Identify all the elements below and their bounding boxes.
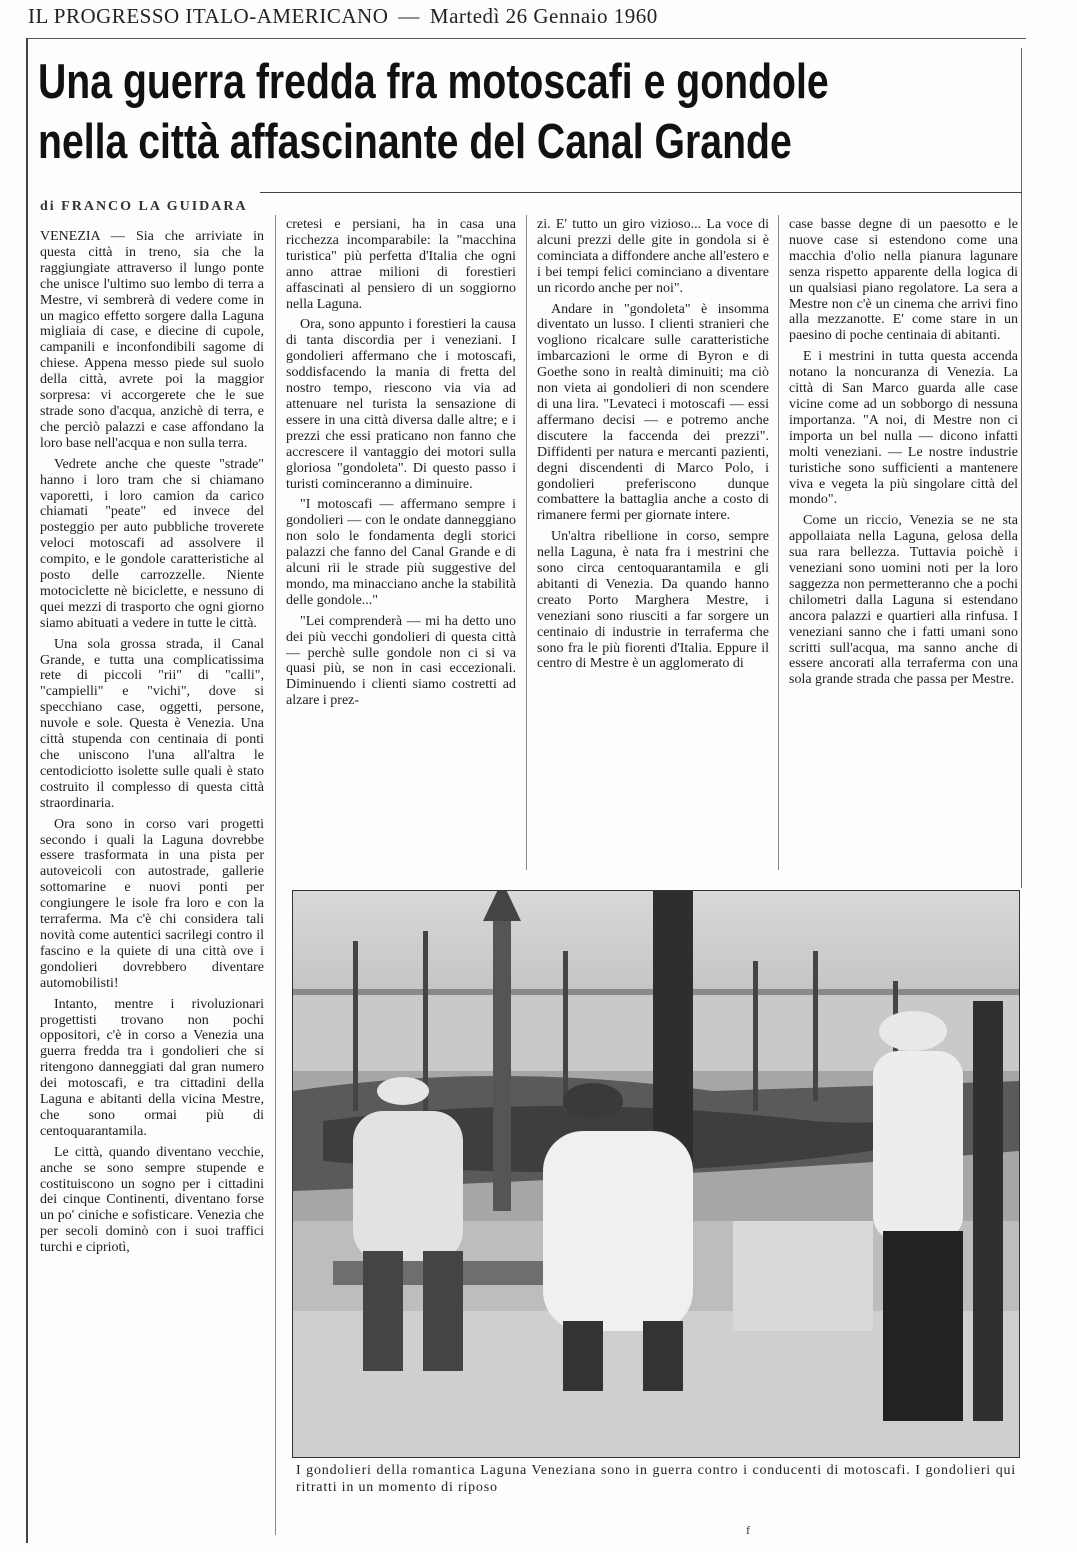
paragraph: case basse degne di un paesotto e le nuove case si estendono come una macchia d'olio nella pianura lagunare senza rispetto apparente della logica di un qualsiasi piano regolatore. La sera a Mestre non c'è un cinema che arrivi fino alla mezzanotte. E' come stare in un paesino di poche centinaia di abitanti. [789, 217, 1018, 344]
paragraph: Ora, sono appunto i forestieri la causa di tanta discordia per i veneziani. I gondolieri affermano che i motoscafi, soddisfacendo la mania di fretta del nostro tempo, riescono via via ad attenuare nel turista la sensazione di essere in una città diversa dalle altre; e i prezzi che essi praticano non fanno che accrescere il vantaggio dei motori sulla gloriosa "gondoleta". Di questo passo i turisti cominceranno a diminuire. [286, 317, 516, 492]
top-rule [26, 38, 1026, 39]
paragraph: cretesi e persiani, ha in casa una ricchezza incomparabile: la "macchina turistica" più perfetta d'Italia che ogni anno attrae milioni di forestieri affascinati al pensiero di un soggiorno nella Laguna. [286, 217, 516, 312]
page-mark: f [746, 1523, 750, 1537]
paragraph: Vedrete anche che queste "strade" hanno i loro tram che si chiamano vaporetti, i loro camion da carico chiamati "peate" ed invece del posteggio per auto pubbliche troverete veloci motoscafi ad assolvere il compito, e le gondole caratteristiche al posto delle carrozzelle. Niente motociclette nè biciclette, e nessuno di quei mezzi di trasporto che ogni giorno siamo abituati a vedere in tutte le città. [40, 456, 264, 631]
headline-line-1: Una guerra fredda fra motoscafi e gondole [38, 55, 829, 109]
paragraph: E i mestrini in tutta questa accenda notano la noncuranza di Venezia. La città di San Marco guarda alle case vicine come ad un sobborgo di nessuna importanza. "A noi, di Mestre non ci importa un bel nulla — dicono infatti molti veneziani. — Le nostre industrie turistiche sono sufficienti a mantenere viva e vegeta la più singolare città del mondo". [789, 349, 1018, 508]
paragraph: Intanto, mentre i rivoluzionari progettisti trovano non pochi oppositori, c'è in corso a Venezia una guerra fredda tra i gondolieri che si ritengono danneggiati dal gran numero dei motoscafi, e tra cittadini della Laguna e abitanti della vicina Mestre, che sono ormai più di centoquarantamila. [40, 996, 264, 1139]
newspaper-masthead [28, 4, 728, 34]
paragraph: Una sola grossa strada, il Canal Grande, e tutta una complicatissima rete di piccoli "rii" di "calli", "campielli" e "vichi", dove si specchiano case, oggetti, persone, nuvole e sole. Questa è Venezia. Una città stupenda con centinaia di ponti che uniscono l'una all'altra le centodiciotto isolette sulle quali è stato costruito il complesso di questa città straordinaria. [40, 636, 264, 811]
column-rule [526, 215, 527, 870]
paragraph: Ora sono in corso vari progetti secondo i quali la Laguna dovrebbe essere trasformata in una pista per autoveicoli con autostrade, gallerie sottomarine e nuovi ponti per congiungere le isole fra loro e con la terraferma. Ma c'è chi considera tali novità come autentici sacrilegi contro il fascino e la quiete di una città ove i gondolieri dovrebbero diventare automobilisti! [40, 816, 264, 991]
paragraph: zi. E' tutto un giro vizioso... La voce di alcuni prezzi delle gite in gondola si è cominciata a diffondere anche all'estero e i bei tempi felici cominciano a diventare un ricordo anche per noi". [537, 217, 769, 296]
masthead-separator: — [398, 4, 420, 28]
paragraph: Le città, quando diventano vecchie, anche se sono sempre stupende e costituiscono un sogno per i cittadini dei cinque Continenti, diventano forse un po' ciniche e sofisticare. Venezia che per secoli dominò con i suoi traffici turchi e cipriotì, [40, 1144, 264, 1256]
article-column-2 [286, 217, 516, 714]
article-column-1 [40, 229, 264, 1261]
column-rule [275, 215, 276, 1535]
paragraph: "Lei comprenderà — mi ha detto uno dei più vecchi gondolieri di questa città — perchè sulle gondole non ci si va quasi più, se non in casi eccezionali. Diminuendo i clienti siamo costretti ad alzare i prez- [286, 613, 516, 709]
photo-illustration [293, 891, 1019, 1457]
paragraph: "I motoscafi — affermano sempre i gondolieri — con le ondate danneggiano non solo le fondamenta degli storici palazzi che fanno del Canal Grande e di alcuni rii le strade più suggestive del mondo, ma minacciano anche la stabilità delle gondole..." [286, 497, 516, 608]
right-border-rule [1021, 48, 1022, 888]
article-column-3 [537, 217, 769, 677]
left-border-rule [26, 38, 28, 1543]
issue-date: Martedì 26 Gennaio 1960 [429, 4, 658, 28]
column-rule [778, 215, 779, 870]
paragraph: Andare in "gondoleta" è insomma diventato un lusso. I clienti stranieri che vogliono ricalcare sulle caratteristiche imbarcazioni le orme di Byron e di Goethe sono in realtà diminuiti; ma ciò non vieta ai gondolieri di non scendere di una lira. "Levateci i motoscafi — essi affermano decisi — e potremo anche discutere la faccenda dei prezzi". Diffidenti per natura e mercanti pazienti, degni discendenti di Marco Polo, i gondolieri preferiscono dunque combattere la battaglia anche a costo di rimanere fermi per giornate intere. [537, 301, 769, 524]
gondoliers-photo [292, 890, 1020, 1458]
article-column-4 [789, 217, 1018, 693]
photo-caption: I gondolieri della romantica Laguna Veneziana sono in guerra contro i conducenti di motoscafi. I gondolieri qui ritratti in un momento di riposo [296, 1463, 1016, 1495]
paragraph: Come un riccio, Venezia se ne sta appollaiata nella Laguna, gelosa della sua rara bellezza. Tuttavia poichè i veneziani sono uomini noti per la loro saggezza non permetteranno che a pochi chilometri dalla Laguna si estendano ancora palazzi e quartieri alla rinfusa. I veneziani sanno che i fatti umani sono scritti sull'acqua, ma sanno anche di essere ancorati alla terraferma con una sola grande strada che passa per Mestre. [789, 513, 1018, 688]
article-headline [38, 52, 829, 172]
headline-line-2: nella città affascinante del Canal Grande [38, 115, 792, 169]
paragraph: VENEZIA — Sia che arriviate in questa città in treno, sia che la raggiungiate attraverso il lungo ponte che unisce l'ultimo suo lembo di terra a Mestre, vi sembrerà di vedere come in un magico effetto sorgere dalla Laguna migliaia di case, e diecine di cupole, campanili e inconfondibili sagome di chiese. Appena messo piede sul suolo della città, avrete poi la maggior sorpresa: vi accorgerete che le sue strade sono d'acqua, anzichè di terra, e che perciò palazzi e case affondano la loro base nell'acqua e non sulla terra. [40, 229, 264, 451]
author-byline: di FRANCO LA GUIDARA [40, 199, 248, 214]
headline-rule [260, 192, 1022, 193]
paragraph: Un'altra ribellione in corso, sempre nella Laguna, è nata fra i mestrini che sono circa centoquarantamila e gli abitanti di Venezia. Da quando hanno creato Porto Marghera Mestre, i veneziani sono riusciti a far sorgere un centinaio di industrie in terraferma che sono fra le più fiorenti d'Italia. Eppure il centro di Mestre è un agglomerato di [537, 529, 769, 672]
newspaper-name: IL PROGRESSO ITALO-AMERICANO [28, 4, 389, 28]
